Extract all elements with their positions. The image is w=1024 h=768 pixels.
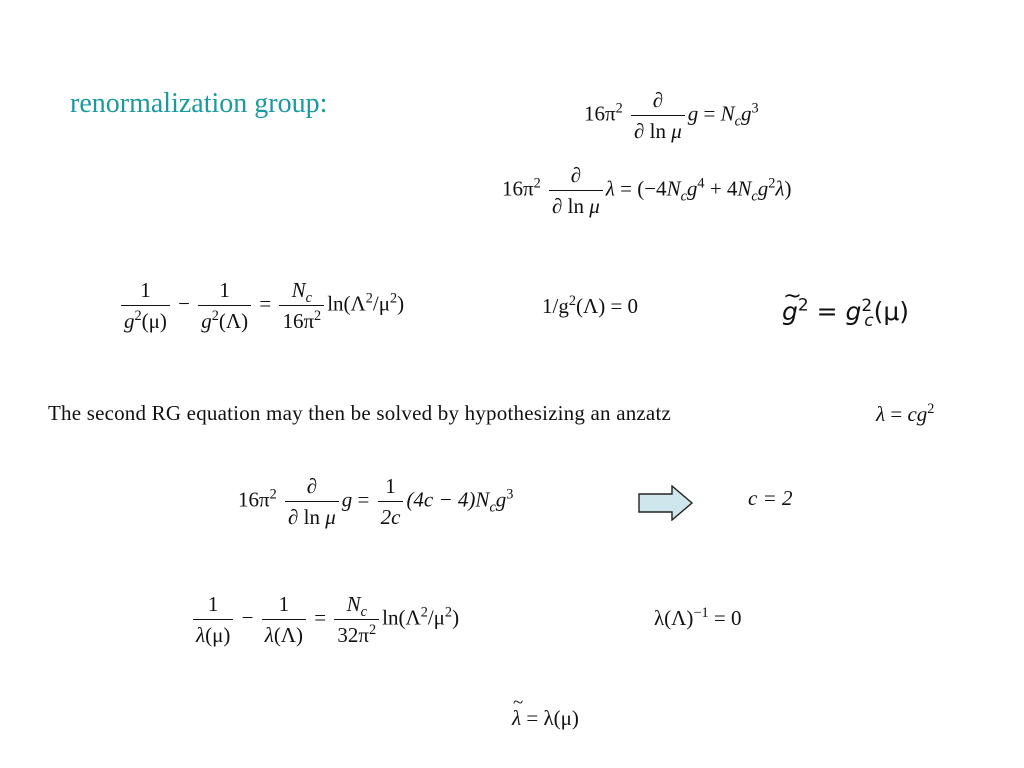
lambda-solution-equation: $\frac{1}{\lambda(\mu)}$ − $\frac{1}{\lambda(\Lambda)}$ = $\frac{N_c}{32\pi^2}$ $\ln(\Lambda^2/\mu^2)$ (190, 592, 459, 647)
anzatz-sentence: The second RG equation may then be solved by hypothesizing an anzatz (48, 401, 672, 425)
rg-equation-quartic: $16\pi^2$ $\frac{\partial}{\text{∂ ln μ}}$ $\lambda = (-4N_cg^4 + 4N_cg^2\lambda)$ (502, 163, 792, 219)
substituted-equation: $16\pi^2$ $\frac{\partial}{\text{∂ ln μ}}$ g = $\frac{1}{2c}$ $(4c - 4)N_cg^3$ (238, 474, 514, 530)
right-arrow-icon (638, 485, 694, 521)
slide-title: renormalization group: (70, 88, 328, 119)
gtilde-equation: ~ $g^2 = g^2_c(\mu)$ (782, 297, 909, 326)
boundary-condition-lambda: $\lambda(\Lambda)^{-1} = 0$ (654, 605, 742, 630)
rg-equation-gauge: $16\pi^2$ $\frac{\partial}{\text{∂ ln μ}}$ $g = N_cg^3$ (584, 88, 759, 144)
derivative-fraction: $\frac{\partial}{\text{∂ ln μ}}$ (549, 163, 603, 218)
c-solution: c = 2 (748, 486, 793, 510)
derivative-fraction: $\frac{\partial}{\text{∂ ln μ}}$ (631, 88, 685, 143)
boundary-condition-g: $1/g^2(\Lambda) = 0$ (542, 293, 639, 318)
coefficient: 16π (584, 101, 616, 126)
lambda-tilde-equation: ~ λ = λ(μ) (512, 708, 579, 729)
anzatz-equation: $\lambda = cg^2$ (876, 401, 935, 426)
gauge-solution-equation: $\frac{1}{g^2(\mu)}$ − $\frac{1}{g^2(\Lambda)}$ = $\frac{N_c}{16\pi^2}$ $\ln(\Lambda^2/\mu^2)$ (118, 278, 404, 333)
